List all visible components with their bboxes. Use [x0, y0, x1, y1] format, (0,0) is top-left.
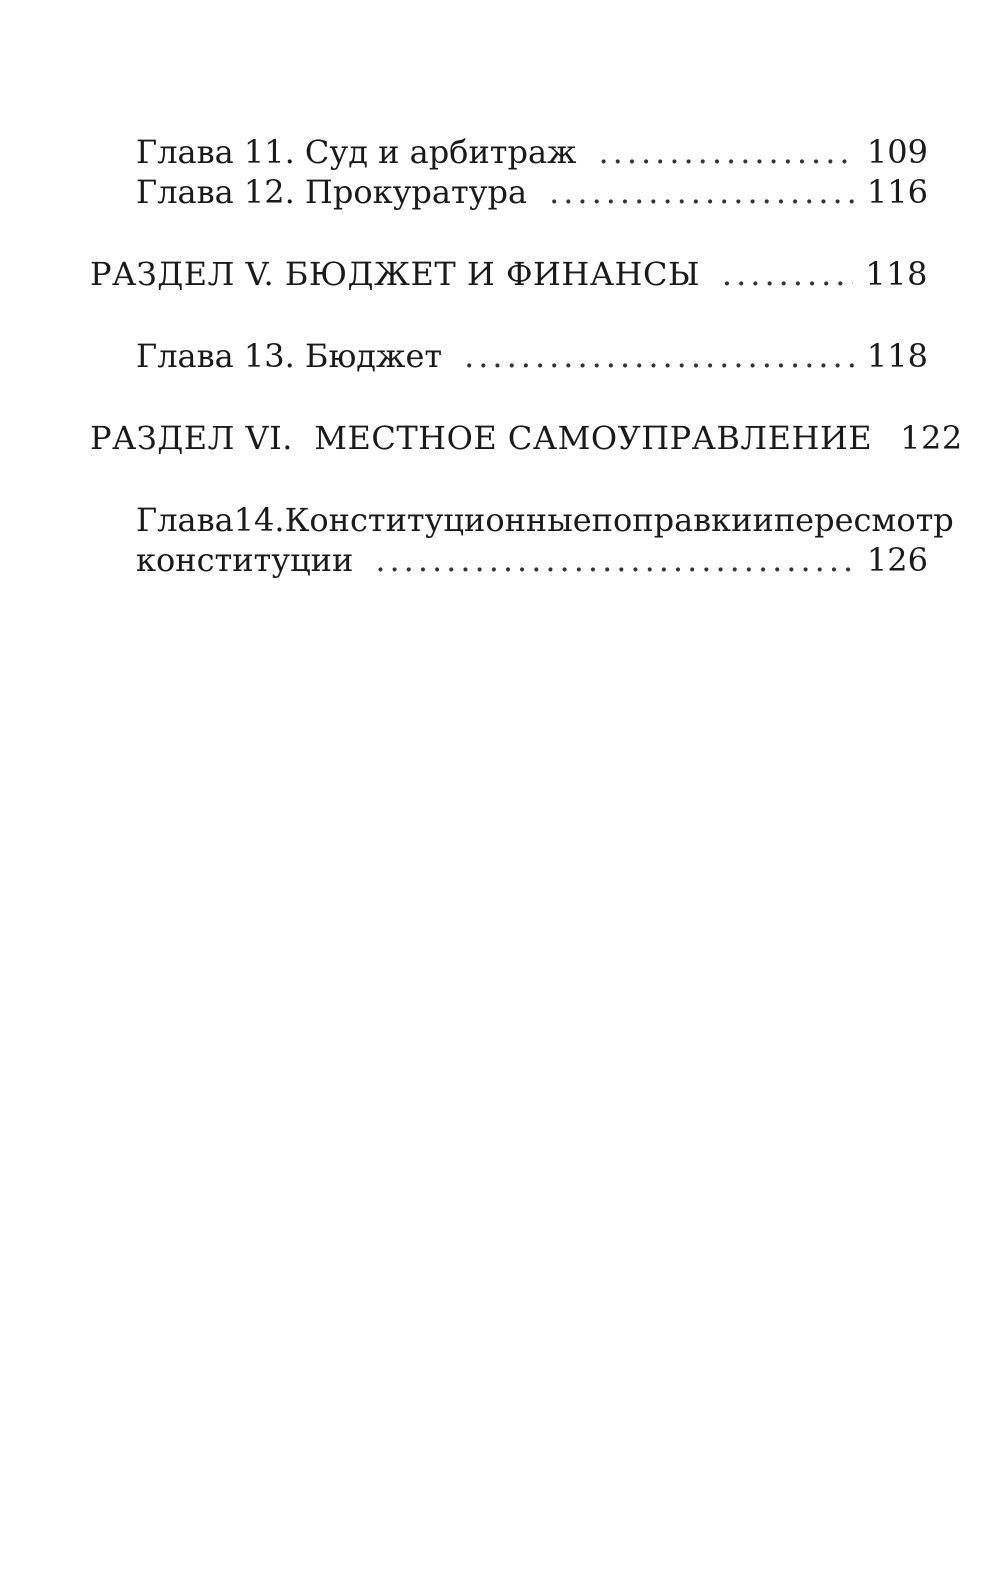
entry-title: Глава 12. Прокуратура — [136, 173, 528, 211]
dot-leader — [722, 254, 854, 294]
entry-title: Глава 11. Суд и арбитраж — [136, 133, 577, 171]
dot-leader — [375, 540, 855, 580]
toc-entry-section-6[interactable] — [90, 418, 963, 458]
entry-title-line-1 — [136, 500, 954, 540]
toc-entry-section-5[interactable] — [90, 254, 928, 294]
entry-page-number: 118 — [865, 255, 928, 293]
title-word: поправки — [591, 501, 753, 539]
section-title: РАЗДЕЛ VI. МЕСТНОЕ САМОУПРАВЛЕНИЕ — [90, 419, 873, 457]
dot-leader — [598, 132, 854, 172]
title-word: и — [752, 501, 774, 539]
toc-entry-chapter-12[interactable] — [136, 172, 928, 212]
entry-page-number: 116 — [866, 173, 928, 211]
title-word: Конституционные — [284, 501, 592, 539]
dot-leader — [464, 336, 855, 376]
toc-entry-chapter-13[interactable] — [136, 336, 928, 376]
entry-page-number: 126 — [866, 541, 928, 579]
title-word: пересмотр — [773, 501, 954, 539]
title-word: 14. — [233, 501, 285, 539]
title-word: Глава — [136, 501, 234, 539]
dot-leader — [549, 172, 855, 212]
entry-title: конституции — [136, 541, 354, 579]
entry-page-number: 118 — [866, 337, 928, 375]
entry-page-number: 109 — [866, 133, 928, 171]
toc-entry-chapter-11[interactable] — [136, 132, 928, 172]
entry-title: Глава 13. Бюджет — [136, 337, 443, 375]
section-title: РАЗДЕЛ V. БЮДЖЕТ И ФИНАНСЫ — [90, 255, 700, 293]
entry-page-number: 122 — [900, 419, 963, 457]
entry-title-line-2 — [136, 540, 928, 580]
